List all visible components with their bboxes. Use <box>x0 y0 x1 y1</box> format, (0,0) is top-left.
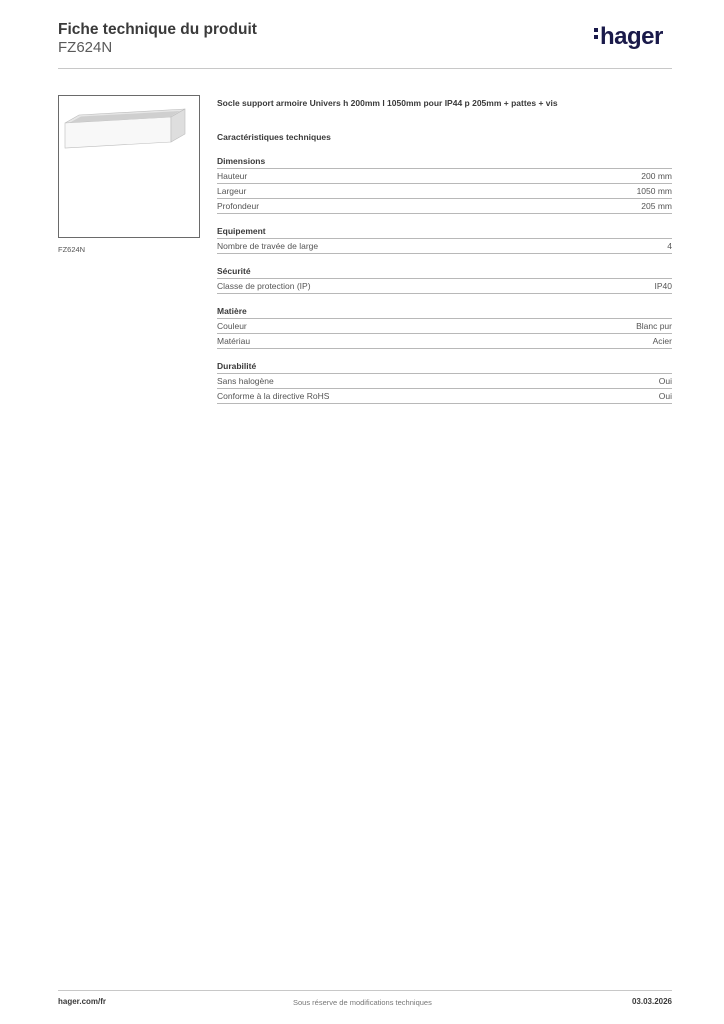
brand-logo <box>594 25 663 49</box>
spec-label: Nombre de travée de large <box>217 241 319 251</box>
product-description: Socle support armoire Univers h 200mm l 1050mm pour IP44 p 205mm + pattes + vis <box>217 98 558 108</box>
section-title: Matière <box>217 304 672 319</box>
spec-row <box>217 199 672 214</box>
spec-label: Couleur <box>217 321 247 331</box>
spec-row <box>217 279 672 294</box>
section-durabilite <box>217 359 672 404</box>
footer-date: 03.03.2026 <box>631 997 672 1006</box>
spec-row <box>217 169 672 184</box>
spec-value: 4 <box>667 241 672 251</box>
product-reference: FZ624N <box>58 39 113 56</box>
section-matiere <box>217 304 672 349</box>
spec-content <box>217 96 672 404</box>
spec-label: Classe de protection (IP) <box>217 281 311 291</box>
spec-row <box>217 334 672 349</box>
spec-row <box>217 389 672 404</box>
spec-label: Largeur <box>217 186 247 196</box>
product-image-frame <box>58 95 200 238</box>
spec-value: 1050 mm <box>636 186 672 196</box>
page-title: Fiche technique du produit <box>58 21 257 38</box>
section-title: Sécurité <box>217 264 672 279</box>
spec-row <box>217 319 672 334</box>
spec-value: 205 mm <box>641 201 672 211</box>
spec-value: Blanc pur <box>636 321 672 331</box>
product-image-plinth <box>59 96 199 237</box>
spec-label: Profondeur <box>217 201 260 211</box>
spec-value: 200 mm <box>641 171 672 181</box>
section-securite <box>217 264 672 294</box>
spec-label: Sans halogène <box>217 376 274 386</box>
spec-label: Matériau <box>217 336 251 346</box>
spec-label: Hauteur <box>217 171 248 181</box>
spec-row <box>217 239 672 254</box>
spec-label: Conforme à la directive RoHS <box>217 391 330 401</box>
logo-text: hager <box>600 23 663 50</box>
spec-value: IP40 <box>654 281 672 291</box>
footer-notice: Sous réserve de modifications techniques <box>293 998 432 1007</box>
section-title: Equipement <box>217 224 672 239</box>
characteristics-heading: Caractéristiques techniques <box>217 132 331 142</box>
spec-value: Oui <box>658 376 672 386</box>
footer-website-link[interactable]: hager.com/fr <box>58 997 107 1006</box>
section-equipement <box>217 224 672 254</box>
section-title: Durabilité <box>217 359 672 374</box>
image-caption: FZ624N <box>58 245 86 254</box>
section-title: Dimensions <box>217 154 672 169</box>
logo-dots-icon <box>594 25 598 42</box>
spec-row <box>217 374 672 389</box>
footer-divider <box>58 990 672 991</box>
spec-row <box>217 184 672 199</box>
section-dimensions <box>217 154 672 214</box>
header-divider <box>58 68 672 69</box>
spec-value: Acier <box>652 336 672 346</box>
spec-value: Oui <box>658 391 672 401</box>
